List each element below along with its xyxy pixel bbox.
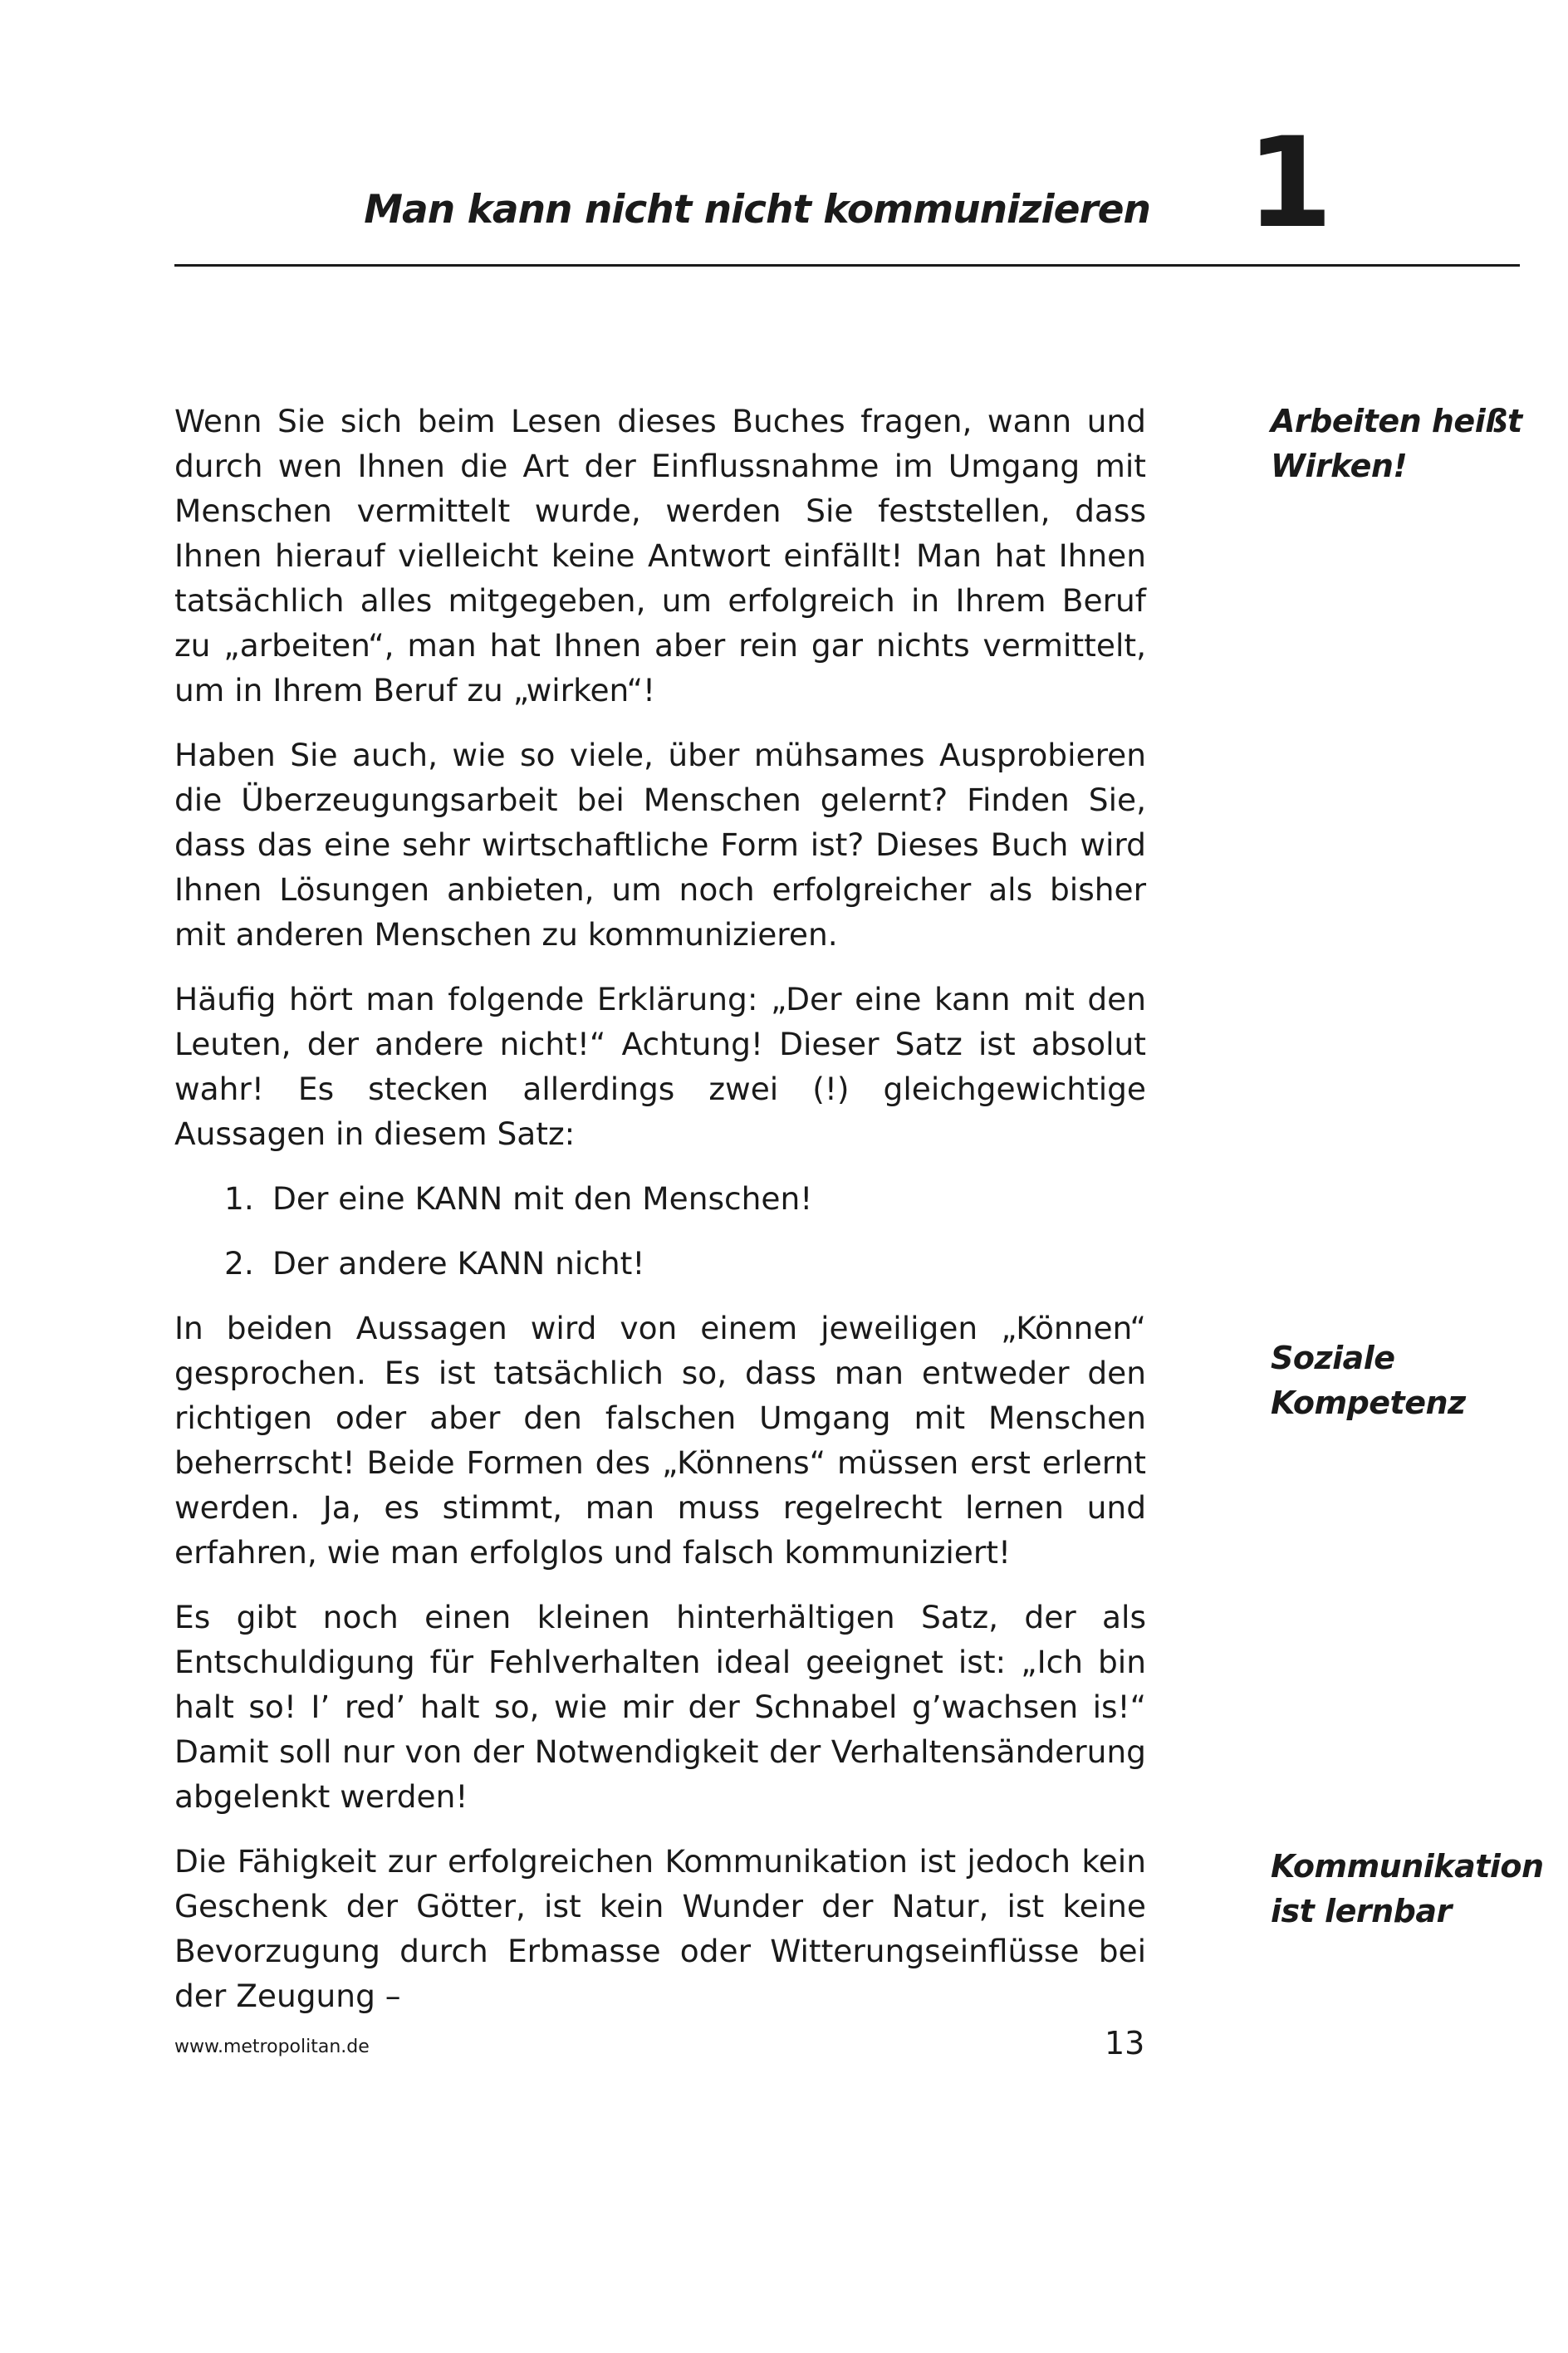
chapter-title: Man kann nicht nicht kommunizieren [364, 187, 1150, 233]
margin-note-soziale-kompetenz [1271, 1336, 1536, 1425]
paragraph-explanation: Häufig hört man folgende Erklärung: „Der eine kann mit den Leuten, der andere nicht!“ Achtung! Dieser Satz ist absolut wahr! Es stecken allerdings zwei (!) gleichgewichtige Aussagen in diesem Satz: [174, 981, 1146, 1152]
margin-note-line: Wirken! [1271, 448, 1408, 484]
paragraph-intro: Wenn Sie sich beim Lesen dieses Buches fragen, wann und durch wen Ihnen die Art der Einflussnahme im Umgang mit Menschen vermittelt wurde, werden Sie feststellen, dass Ihnen hierauf vielleicht keine Antwort einfällt! Man hat Ihnen tatsächlich alles mitgegeben, um erfolgreich in Ihrem Beruf zu „arbeiten“, man hat Ihnen aber rein gar nichts vermittelt, um in Ihrem Beruf zu „wirken“! [174, 403, 1146, 708]
list-item-text: Der andere KANN nicht! [272, 1245, 645, 1282]
paragraph-competence: In beiden Aussagen wird von einem jeweiligen „Können“ gesprochen. Es ist tatsächlich so, dass man entweder den richtigen oder aber den falschen Umgang mit Menschen beherrscht! Beide Formen des „Könnens“ müssen erst erlernt werden. Ja, es stimmt, man muss regelrecht lernen und erfahren, wie man erfolglos und falsch kommuniziert! [174, 1310, 1146, 1571]
margin-note-kommunikation [1271, 1844, 1544, 1934]
margin-note-arbeiten [1271, 399, 1536, 488]
paragraph-learning: Haben Sie auch, wie so viele, über mühsames Ausprobieren die Überzeugungsarbeit bei Menschen gelernt? Finden Sie, dass das eine sehr wirtschaftliche Form ist? Dieses Buch wird Ihnen Lösungen anbieten, um noch erfolgreicher als bisher mit anderen Menschen zu kommunizieren. [174, 737, 1146, 953]
paragraph-learnable: Die Fähigkeit zur erfolgreichen Kommunikation ist jedoch kein Geschenk der Götter, ist kein Wunder der Natur, ist keine Bevorzugung durch Erbmasse oder Witterungseinflüsse bei der Zeugung – [174, 1843, 1146, 2014]
chapter-header [174, 111, 1520, 267]
page-number: 13 [1105, 2025, 1145, 2061]
margin-note-line: Arbeiten heißt [1271, 403, 1522, 439]
list-item-number: 1. [224, 1180, 254, 1217]
paragraph-excuse: Es gibt noch einen kleinen hinterhältigen Satz, der als Entschuldigung für Fehlverhalten ideal geeignet ist: „Ich bin halt so! I’ red’ halt so, wie mir der Schnabel g’wachsen is!“ Damit soll nur von der Notwendigkeit der Verhaltensänderung abgelenkt werden! [174, 1599, 1146, 1815]
list-item [174, 1241, 1146, 1286]
chapter-number: 1 [1246, 111, 1333, 256]
list-item [174, 1176, 1146, 1221]
margin-note-line: Soziale [1271, 1340, 1395, 1376]
list-item-text: Der eine KANN mit den Menschen! [272, 1180, 813, 1217]
body-text [174, 399, 1146, 2038]
margin-note-line: ist lernbar [1271, 1893, 1452, 1929]
margin-note-line: Kompetenz [1271, 1385, 1466, 1421]
statement-list [174, 1176, 1146, 1286]
margin-note-line: Kommunikation [1271, 1848, 1544, 1885]
footer-url: www.metropolitan.de [174, 2037, 370, 2057]
list-item-number: 2. [224, 1245, 254, 1282]
